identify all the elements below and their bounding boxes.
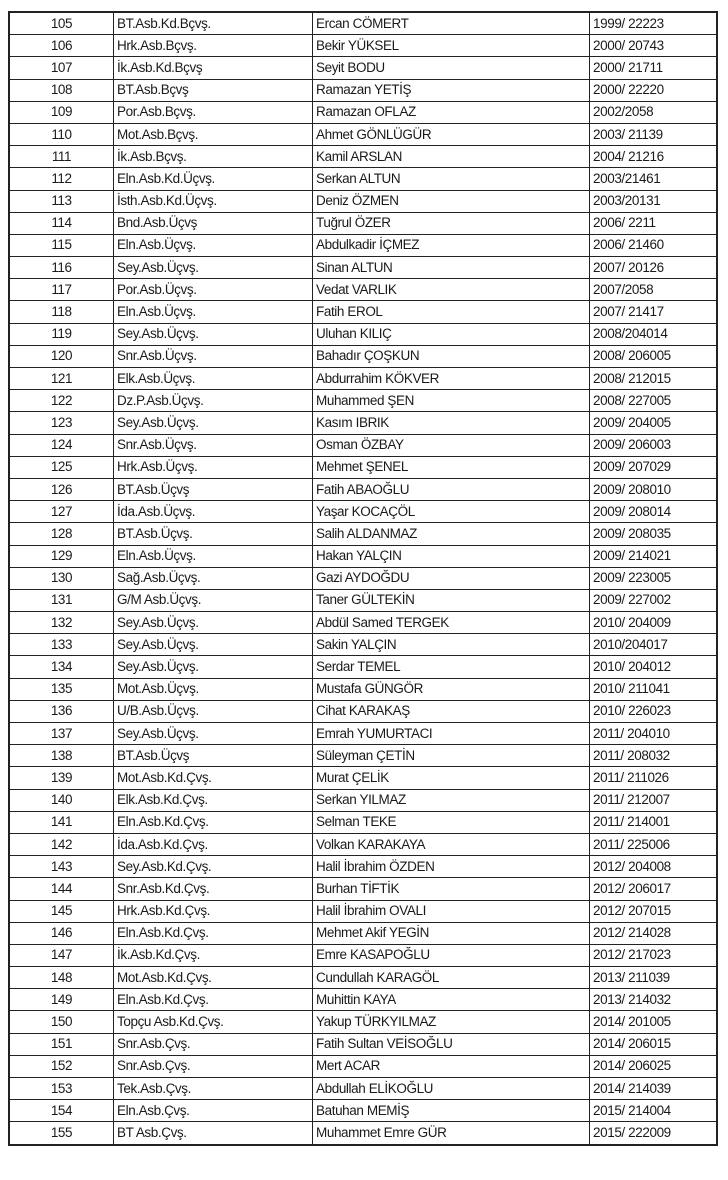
rank-cell: Hrk.Asb.Bçvş. — [114, 35, 313, 57]
name-cell: Gazi AYDOĞDU — [313, 567, 590, 589]
registry-code-cell: 2014/ 214039 — [590, 1078, 718, 1100]
rank-cell: Mot.Asb.Bçvş. — [114, 123, 313, 145]
name-cell: Serkan YILMAZ — [313, 789, 590, 811]
name-cell: Ercan CÖMERT — [313, 12, 590, 35]
rank-cell: Snr.Asb.Üçvş. — [114, 345, 313, 367]
row-number: 154 — [9, 1100, 114, 1122]
row-number: 150 — [9, 1011, 114, 1033]
table-row — [9, 478, 717, 500]
table-row — [9, 79, 717, 101]
registry-code-cell: 2012/ 207015 — [590, 900, 718, 922]
name-cell: Salih ALDANMAZ — [313, 523, 590, 545]
name-cell: Fatih EROL — [313, 301, 590, 323]
row-number: 109 — [9, 101, 114, 123]
registry-code-cell: 2000/ 21711 — [590, 57, 718, 79]
table-row — [9, 212, 717, 234]
personnel-table — [8, 11, 718, 1146]
name-cell: Yakup TÜRKYILMAZ — [313, 1011, 590, 1033]
row-number: 145 — [9, 900, 114, 922]
name-cell: Ramazan YETİŞ — [313, 79, 590, 101]
rank-cell: Eln.Asb.Üçvş. — [114, 545, 313, 567]
name-cell: Cihat KARAKAŞ — [313, 700, 590, 722]
table-row — [9, 234, 717, 256]
registry-code-cell: 2009/ 206003 — [590, 434, 718, 456]
registry-code-cell: 2015/ 214004 — [590, 1100, 718, 1122]
rank-cell: Eln.Asb.Kd.Çvş. — [114, 811, 313, 833]
registry-code-cell: 2003/21461 — [590, 168, 718, 190]
name-cell: Mustafa GÜNGÖR — [313, 678, 590, 700]
name-cell: Vedat VARLIK — [313, 279, 590, 301]
row-number: 106 — [9, 35, 114, 57]
row-number: 119 — [9, 323, 114, 345]
registry-code-cell: 2010/ 204012 — [590, 656, 718, 678]
name-cell: Halil İbrahim ÖZDEN — [313, 856, 590, 878]
rank-cell: Sey.Asb.Üçvş. — [114, 412, 313, 434]
row-number: 133 — [9, 634, 114, 656]
registry-code-cell: 2010/204017 — [590, 634, 718, 656]
registry-code-cell: 2012/ 217023 — [590, 944, 718, 966]
name-cell: Ahmet GÖNLÜGÜR — [313, 123, 590, 145]
row-number: 112 — [9, 168, 114, 190]
rank-cell: Tek.Asb.Çvş. — [114, 1078, 313, 1100]
row-number: 114 — [9, 212, 114, 234]
name-cell: Murat ÇELİK — [313, 767, 590, 789]
registry-code-cell: 2009/ 208035 — [590, 523, 718, 545]
name-cell: Cundullah KARAGÖL — [313, 967, 590, 989]
rank-cell: İk.Asb.Kd.Çvş. — [114, 944, 313, 966]
table-row — [9, 279, 717, 301]
table-row — [9, 345, 717, 367]
table-row — [9, 168, 717, 190]
rank-cell: Eln.Asb.Kd.Üçvş. — [114, 168, 313, 190]
row-number: 110 — [9, 123, 114, 145]
name-cell: Muhammed ŞEN — [313, 390, 590, 412]
registry-code-cell: 2009/ 223005 — [590, 567, 718, 589]
table-row — [9, 101, 717, 123]
registry-code-cell: 2004/ 21216 — [590, 146, 718, 168]
name-cell: Mehmet Akif YEGİN — [313, 922, 590, 944]
table-row — [9, 612, 717, 634]
table-row — [9, 434, 717, 456]
row-number: 130 — [9, 567, 114, 589]
rank-cell: BT.Asb.Üçvş. — [114, 523, 313, 545]
rank-cell: Hrk.Asb.Üçvş. — [114, 456, 313, 478]
table-row — [9, 257, 717, 279]
registry-code-cell: 2006/ 21460 — [590, 234, 718, 256]
table-row — [9, 1033, 717, 1055]
table-row — [9, 501, 717, 523]
row-number: 143 — [9, 856, 114, 878]
table-row — [9, 656, 717, 678]
registry-code-cell: 2011/ 225006 — [590, 833, 718, 855]
table-row — [9, 35, 717, 57]
name-cell: Muhammet Emre GÜR — [313, 1122, 590, 1145]
table-row — [9, 390, 717, 412]
registry-code-cell: 2007/ 20126 — [590, 257, 718, 279]
row-number: 132 — [9, 612, 114, 634]
table-row — [9, 989, 717, 1011]
row-number: 134 — [9, 656, 114, 678]
registry-code-cell: 2011/ 204010 — [590, 723, 718, 745]
registry-code-cell: 2008/204014 — [590, 323, 718, 345]
name-cell: Serkan ALTUN — [313, 168, 590, 190]
rank-cell: Elk.Asb.Üçvş. — [114, 368, 313, 390]
rank-cell: İk.Asb.Bçvş. — [114, 146, 313, 168]
rank-cell: Mot.Asb.Kd.Çvş. — [114, 767, 313, 789]
row-number: 113 — [9, 190, 114, 212]
name-cell: Uluhan KILIÇ — [313, 323, 590, 345]
registry-code-cell: 2014/ 206015 — [590, 1033, 718, 1055]
row-number: 141 — [9, 811, 114, 833]
rank-cell: Sey.Asb.Üçvş. — [114, 612, 313, 634]
row-number: 137 — [9, 723, 114, 745]
row-number: 152 — [9, 1055, 114, 1077]
name-cell: Fatih ABAOĞLU — [313, 478, 590, 500]
registry-code-cell: 2012/ 204008 — [590, 856, 718, 878]
rank-cell: Sağ.Asb.Üçvş. — [114, 567, 313, 589]
rank-cell: Snr.Asb.Kd.Çvş. — [114, 878, 313, 900]
name-cell: Abdulkadir İÇMEZ — [313, 234, 590, 256]
table-row — [9, 323, 717, 345]
name-cell: Tuğrul ÖZER — [313, 212, 590, 234]
row-number: 136 — [9, 700, 114, 722]
row-number: 131 — [9, 589, 114, 611]
name-cell: Ramazan OFLAZ — [313, 101, 590, 123]
table-row — [9, 678, 717, 700]
table-row — [9, 833, 717, 855]
rank-cell: Snr.Asb.Üçvş. — [114, 434, 313, 456]
name-cell: Abdullah ELİKOĞLU — [313, 1078, 590, 1100]
name-cell: Selman TEKE — [313, 811, 590, 833]
rank-cell: Sey.Asb.Üçvş. — [114, 323, 313, 345]
row-number: 118 — [9, 301, 114, 323]
rank-cell: Sey.Asb.Üçvş. — [114, 257, 313, 279]
table-row — [9, 767, 717, 789]
name-cell: Süleyman ÇETİN — [313, 745, 590, 767]
name-cell: Serdar TEMEL — [313, 656, 590, 678]
table-row — [9, 12, 717, 35]
row-number: 142 — [9, 833, 114, 855]
registry-code-cell: 2008/ 227005 — [590, 390, 718, 412]
rank-cell: BT.Asb.Bçvş — [114, 79, 313, 101]
row-number: 139 — [9, 767, 114, 789]
table-row — [9, 789, 717, 811]
registry-code-cell: 2009/ 227002 — [590, 589, 718, 611]
row-number: 128 — [9, 523, 114, 545]
name-cell: Emrah YUMURTACI — [313, 723, 590, 745]
rank-cell: Snr.Asb.Çvş. — [114, 1033, 313, 1055]
rank-cell: Eln.Asb.Üçvş. — [114, 234, 313, 256]
name-cell: Mert ACAR — [313, 1055, 590, 1077]
name-cell: Kasım IBRIK — [313, 412, 590, 434]
registry-code-cell: 2011/ 208032 — [590, 745, 718, 767]
table-row — [9, 967, 717, 989]
rank-cell: U/B.Asb.Üçvş. — [114, 700, 313, 722]
table-row — [9, 1078, 717, 1100]
rank-cell: Mot.Asb.Üçvş. — [114, 678, 313, 700]
rank-cell: Topçu Asb.Kd.Çvş. — [114, 1011, 313, 1033]
table-row — [9, 456, 717, 478]
table-row — [9, 545, 717, 567]
rank-cell: Sey.Asb.Kd.Çvş. — [114, 856, 313, 878]
name-cell: Deniz ÖZMEN — [313, 190, 590, 212]
table-row — [9, 723, 717, 745]
table-row — [9, 301, 717, 323]
row-number: 146 — [9, 922, 114, 944]
name-cell: Yaşar KOCAÇÖL — [313, 501, 590, 523]
table-row — [9, 190, 717, 212]
row-number: 126 — [9, 478, 114, 500]
registry-code-cell: 2009/ 204005 — [590, 412, 718, 434]
row-number: 140 — [9, 789, 114, 811]
registry-code-cell: 2009/ 208010 — [590, 478, 718, 500]
registry-code-cell: 2014/ 201005 — [590, 1011, 718, 1033]
name-cell: Volkan KARAKAYA — [313, 833, 590, 855]
registry-code-cell: 2009/ 207029 — [590, 456, 718, 478]
table-row — [9, 745, 717, 767]
rank-cell: Eln.Asb.Kd.Çvş. — [114, 922, 313, 944]
name-cell: Mehmet ŞENEL — [313, 456, 590, 478]
name-cell: Abdül Samed TERGEK — [313, 612, 590, 634]
row-number: 122 — [9, 390, 114, 412]
registry-code-cell: 2015/ 222009 — [590, 1122, 718, 1145]
row-number: 135 — [9, 678, 114, 700]
table-row — [9, 412, 717, 434]
personnel-table-body — [9, 12, 717, 1145]
name-cell: Abdurrahim KÖKVER — [313, 368, 590, 390]
row-number: 138 — [9, 745, 114, 767]
table-row — [9, 944, 717, 966]
rank-cell: Eln.Asb.Çvş. — [114, 1100, 313, 1122]
name-cell: Sinan ALTUN — [313, 257, 590, 279]
name-cell: Muhittin KAYA — [313, 989, 590, 1011]
table-row — [9, 878, 717, 900]
row-number: 144 — [9, 878, 114, 900]
registry-code-cell: 2003/20131 — [590, 190, 718, 212]
rank-cell: İk.Asb.Kd.Bçvş — [114, 57, 313, 79]
rank-cell: Eln.Asb.Üçvş. — [114, 301, 313, 323]
row-number: 124 — [9, 434, 114, 456]
registry-code-cell: 2007/ 21417 — [590, 301, 718, 323]
registry-code-cell: 2010/ 204009 — [590, 612, 718, 634]
registry-code-cell: 2012/ 214028 — [590, 922, 718, 944]
row-number: 147 — [9, 944, 114, 966]
row-number: 148 — [9, 967, 114, 989]
rank-cell: İda.Asb.Kd.Çvş. — [114, 833, 313, 855]
registry-code-cell: 1999/ 22223 — [590, 12, 718, 35]
name-cell: Emre KASAPOĞLU — [313, 944, 590, 966]
rank-cell: Sey.Asb.Üçvş. — [114, 634, 313, 656]
row-number: 107 — [9, 57, 114, 79]
registry-code-cell: 2013/ 211039 — [590, 967, 718, 989]
name-cell: Batuhan MEMİŞ — [313, 1100, 590, 1122]
table-row — [9, 146, 717, 168]
row-number: 151 — [9, 1033, 114, 1055]
table-row — [9, 900, 717, 922]
registry-code-cell: 2002/2058 — [590, 101, 718, 123]
row-number: 121 — [9, 368, 114, 390]
row-number: 129 — [9, 545, 114, 567]
rank-cell: BT.Asb.Üçvş — [114, 478, 313, 500]
registry-code-cell: 2009/ 208014 — [590, 501, 718, 523]
registry-code-cell: 2000/ 22220 — [590, 79, 718, 101]
rank-cell: İda.Asb.Üçvş. — [114, 501, 313, 523]
table-row — [9, 567, 717, 589]
registry-code-cell: 2011/ 212007 — [590, 789, 718, 811]
rank-cell: Hrk.Asb.Kd.Çvş. — [114, 900, 313, 922]
table-row — [9, 589, 717, 611]
table-row — [9, 856, 717, 878]
row-number: 120 — [9, 345, 114, 367]
registry-code-cell: 2006/ 2211 — [590, 212, 718, 234]
rank-cell: Sey.Asb.Üçvş. — [114, 723, 313, 745]
rank-cell: İsth.Asb.Kd.Üçvş. — [114, 190, 313, 212]
name-cell: Fatih Sultan VEİSOĞLU — [313, 1033, 590, 1055]
name-cell: Halil İbrahim OVALI — [313, 900, 590, 922]
rank-cell: Eln.Asb.Kd.Çvş. — [114, 989, 313, 1011]
table-row — [9, 811, 717, 833]
table-row — [9, 700, 717, 722]
name-cell: Burhan TİFTİK — [313, 878, 590, 900]
registry-code-cell: 2000/ 20743 — [590, 35, 718, 57]
table-row — [9, 123, 717, 145]
table-row — [9, 368, 717, 390]
registry-code-cell: 2011/ 211026 — [590, 767, 718, 789]
name-cell: Bahadır ÇOŞKUN — [313, 345, 590, 367]
rank-cell: BT Asb.Çvş. — [114, 1122, 313, 1145]
row-number: 149 — [9, 989, 114, 1011]
registry-code-cell: 2010/ 211041 — [590, 678, 718, 700]
rank-cell: Elk.Asb.Kd.Çvş. — [114, 789, 313, 811]
rank-cell: G/M Asb.Üçvş. — [114, 589, 313, 611]
row-number: 123 — [9, 412, 114, 434]
table-row — [9, 1100, 717, 1122]
name-cell: Bekir YÜKSEL — [313, 35, 590, 57]
row-number: 127 — [9, 501, 114, 523]
row-number: 105 — [9, 12, 114, 35]
rank-cell: Dz.P.Asb.Üçvş. — [114, 390, 313, 412]
rank-cell: Por.Asb.Üçvş. — [114, 279, 313, 301]
rank-cell: BT.Asb.Üçvş — [114, 745, 313, 767]
row-number: 125 — [9, 456, 114, 478]
name-cell: Osman ÖZBAY — [313, 434, 590, 456]
row-number: 116 — [9, 257, 114, 279]
registry-code-cell: 2009/ 214021 — [590, 545, 718, 567]
row-number: 108 — [9, 79, 114, 101]
table-row — [9, 1011, 717, 1033]
rank-cell: Snr.Asb.Çvş. — [114, 1055, 313, 1077]
rank-cell: BT.Asb.Kd.Bçvş. — [114, 12, 313, 35]
rank-cell: Mot.Asb.Kd.Çvş. — [114, 967, 313, 989]
registry-code-cell: 2013/ 214032 — [590, 989, 718, 1011]
name-cell: Sakin YALÇIN — [313, 634, 590, 656]
row-number: 115 — [9, 234, 114, 256]
rank-cell: Sey.Asb.Üçvş. — [114, 656, 313, 678]
registry-code-cell: 2014/ 206025 — [590, 1055, 718, 1077]
row-number: 117 — [9, 279, 114, 301]
row-number: 111 — [9, 146, 114, 168]
row-number: 155 — [9, 1122, 114, 1145]
registry-code-cell: 2012/ 206017 — [590, 878, 718, 900]
table-row — [9, 1122, 717, 1145]
table-row — [9, 922, 717, 944]
name-cell: Kamil ARSLAN — [313, 146, 590, 168]
name-cell: Seyit BODU — [313, 57, 590, 79]
registry-code-cell: 2011/ 214001 — [590, 811, 718, 833]
registry-code-cell: 2003/ 21139 — [590, 123, 718, 145]
table-row — [9, 1055, 717, 1077]
rank-cell: Por.Asb.Bçvş. — [114, 101, 313, 123]
registry-code-cell: 2010/ 226023 — [590, 700, 718, 722]
name-cell: Taner GÜLTEKİN — [313, 589, 590, 611]
registry-code-cell: 2008/ 212015 — [590, 368, 718, 390]
table-row — [9, 523, 717, 545]
name-cell: Hakan YALÇIN — [313, 545, 590, 567]
registry-code-cell: 2008/ 206005 — [590, 345, 718, 367]
table-row — [9, 634, 717, 656]
rank-cell: Bnd.Asb.Üçvş — [114, 212, 313, 234]
table-row — [9, 57, 717, 79]
row-number: 153 — [9, 1078, 114, 1100]
registry-code-cell: 2007/2058 — [590, 279, 718, 301]
